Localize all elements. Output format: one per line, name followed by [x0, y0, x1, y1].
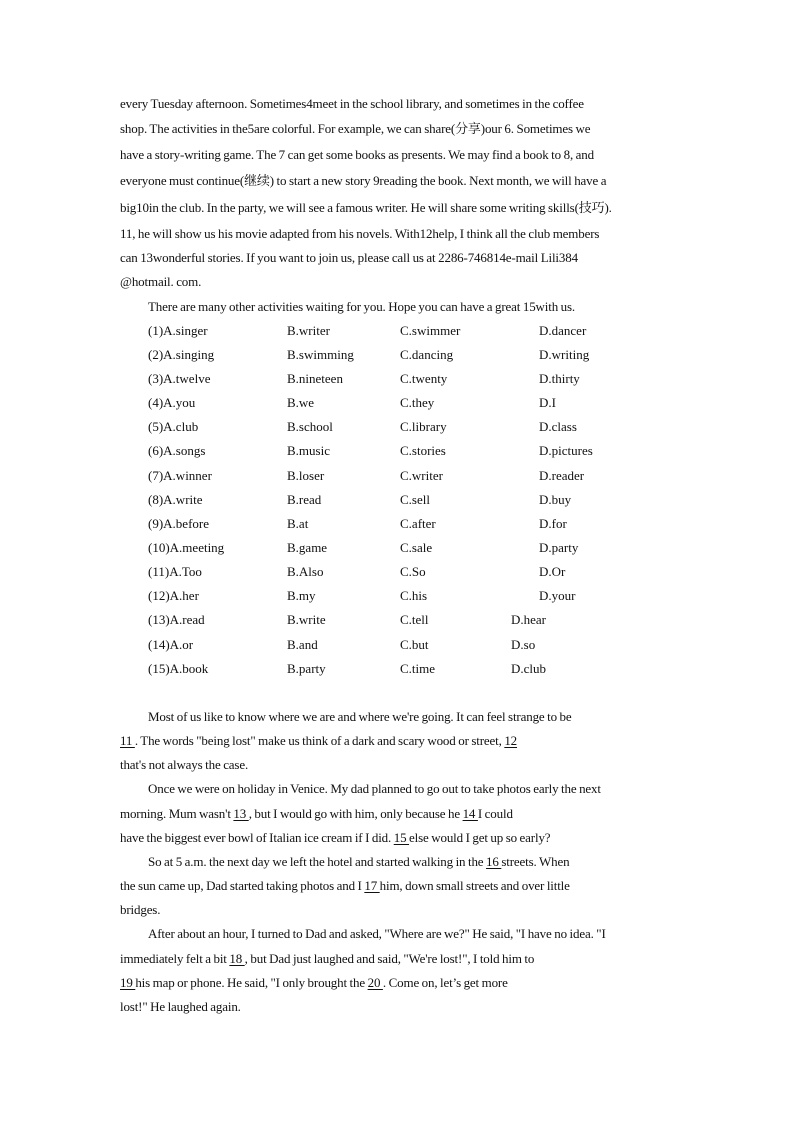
- option-b[interactable]: B.swimming: [287, 347, 354, 362]
- text-span: immediately felt a bit: [120, 951, 230, 966]
- blank-13[interactable]: 13: [233, 806, 249, 821]
- passage-1-line: everyone must continue(继续) to start a new story 9reading the book. Next month, we will have a: [120, 173, 607, 188]
- option-a-label: A.book: [169, 661, 209, 676]
- option-b[interactable]: B.read: [287, 492, 322, 507]
- option-a-label: A.meeting: [169, 540, 225, 555]
- passage-2-line: lost!" He laughed again.: [120, 999, 241, 1014]
- option-d[interactable]: D.class: [539, 419, 577, 434]
- blank-11[interactable]: 11: [120, 733, 135, 748]
- option-c[interactable]: C.time: [400, 661, 436, 676]
- option-b[interactable]: B.my: [287, 588, 316, 603]
- option-b[interactable]: B.write: [287, 612, 326, 627]
- option-b[interactable]: B.party: [287, 661, 326, 676]
- option-b[interactable]: B.Also: [287, 564, 324, 579]
- blank-20[interactable]: 20: [367, 975, 383, 990]
- option-d[interactable]: D.party: [539, 540, 579, 555]
- passage-2-line: [148, 854, 569, 870]
- option-c[interactable]: C.library: [400, 419, 447, 434]
- question-number: (8): [148, 492, 164, 507]
- question-number: (15): [148, 661, 170, 676]
- option-a[interactable]: [148, 637, 193, 653]
- text-span: else would I get up so early?: [409, 830, 551, 845]
- option-a-label: A.songs: [163, 443, 206, 458]
- question-number: (10): [148, 540, 170, 555]
- option-b[interactable]: B.music: [287, 443, 330, 458]
- option-d[interactable]: D.Or: [539, 564, 566, 579]
- blank-12[interactable]: 12: [504, 733, 518, 748]
- passage-2-line: Once we were on holiday in Venice. My dad planned to go out to take photos early the next: [148, 781, 601, 796]
- option-a[interactable]: [148, 588, 199, 604]
- option-c[interactable]: C.writer: [400, 468, 443, 483]
- question-number: (3): [148, 371, 164, 386]
- text-span: , but Dad just laughed and said, "We're lost!", I told him to: [244, 951, 535, 966]
- option-a-label: A.winner: [163, 468, 212, 483]
- option-d[interactable]: D.dancer: [539, 323, 587, 338]
- option-c[interactable]: C.swimmer: [400, 323, 461, 338]
- text-span: have the biggest ever bowl of Italian ice cream if I did.: [120, 830, 394, 845]
- option-c[interactable]: C.twenty: [400, 371, 448, 386]
- option-a-label: A.club: [163, 419, 199, 434]
- passage-2-line: [120, 733, 517, 749]
- blank-16[interactable]: 16: [486, 854, 502, 869]
- passage-1-line: @hotmail. com.: [120, 274, 202, 289]
- option-c[interactable]: C.stories: [400, 443, 446, 458]
- passage-1-line: have a story-writing game. The 7 can get some books as presents. We may find a book to 8, and: [120, 147, 594, 162]
- option-c[interactable]: C.dancing: [400, 347, 454, 362]
- option-a[interactable]: [148, 564, 202, 580]
- option-c[interactable]: C.sale: [400, 540, 433, 555]
- option-b[interactable]: B.writer: [287, 323, 330, 338]
- text-span: him, down small streets and over little: [379, 878, 570, 893]
- option-a-label: A.singing: [163, 347, 215, 362]
- option-a-label: A.or: [169, 637, 194, 652]
- option-b[interactable]: B.nineteen: [287, 371, 343, 386]
- option-c[interactable]: C.So: [400, 564, 426, 579]
- option-a-label: A.you: [163, 395, 196, 410]
- passage-2-line: [120, 975, 508, 991]
- option-b[interactable]: B.at: [287, 516, 309, 531]
- option-a[interactable]: [148, 612, 205, 628]
- passage-1-line: can 13wonderful stories. If you want to join us, please call us at 2286-746814e-mail Lili384: [120, 250, 578, 265]
- blank-18[interactable]: 18: [229, 951, 245, 966]
- option-d[interactable]: D.pictures: [539, 443, 593, 458]
- option-a-label: A.read: [169, 612, 205, 627]
- question-number: (2): [148, 347, 164, 362]
- question-number: (11): [148, 564, 170, 579]
- option-d[interactable]: D.buy: [539, 492, 572, 507]
- option-b[interactable]: B.we: [287, 395, 315, 410]
- option-a[interactable]: [148, 419, 198, 435]
- passage-2-line: Most of us like to know where we are and where we're going. It can feel strange to be: [148, 709, 572, 724]
- text-span: . The words "being lost" make us think of a dark and scary wood or street,: [134, 733, 505, 748]
- option-a[interactable]: [148, 516, 209, 532]
- option-a-label: A.singer: [163, 323, 208, 338]
- question-number: (4): [148, 395, 164, 410]
- text-span: his map or phone. He said, "I only brought the: [135, 975, 368, 990]
- option-c[interactable]: C.but: [400, 637, 429, 652]
- option-a-label: A.write: [163, 492, 203, 507]
- passage-1-line: There are many other activities waiting for you. Hope you can have a great 15with us.: [148, 299, 576, 314]
- text-span: I could: [477, 806, 513, 821]
- blank-15[interactable]: 15: [393, 830, 410, 845]
- blank-19[interactable]: 19: [120, 975, 136, 990]
- option-a[interactable]: [148, 661, 208, 677]
- question-number: (6): [148, 443, 164, 458]
- question-number: (1): [148, 323, 164, 338]
- option-d[interactable]: D.your: [539, 588, 576, 603]
- passage-1-line: every Tuesday afternoon. Sometimes4meet in the school library, and sometimes in the coffee: [120, 96, 584, 111]
- question-number: (5): [148, 419, 164, 434]
- question-number: (7): [148, 468, 164, 483]
- passage-2-line: bridges.: [120, 902, 161, 917]
- passage-2-line: After about an hour, I turned to Dad and asked, "Where are we?" He said, "I have no idea. "I: [148, 926, 606, 941]
- blank-17[interactable]: 17: [364, 878, 380, 893]
- option-d[interactable]: D.hear: [511, 612, 547, 627]
- passage-2-line: [120, 878, 570, 894]
- option-a[interactable]: [148, 347, 214, 363]
- option-b[interactable]: B.school: [287, 419, 333, 434]
- option-a-label: A.before: [163, 516, 210, 531]
- option-b[interactable]: B.loser: [287, 468, 325, 483]
- blank-14[interactable]: 14: [462, 806, 478, 821]
- option-c[interactable]: C.they: [400, 395, 435, 410]
- text-span: morning. Mum wasn't: [120, 806, 234, 821]
- option-d[interactable]: D.for: [539, 516, 567, 531]
- text-span: , but I would go with him, only because he: [248, 806, 463, 821]
- text-span: . Come on, let’s get more: [382, 975, 508, 990]
- option-a[interactable]: [148, 395, 195, 411]
- option-a[interactable]: [148, 323, 208, 339]
- option-c[interactable]: C.sell: [400, 492, 430, 507]
- option-d[interactable]: D.club: [511, 661, 547, 676]
- question-number: (9): [148, 516, 164, 531]
- passage-2-line: [120, 951, 534, 967]
- option-c[interactable]: C.his: [400, 588, 428, 603]
- option-d[interactable]: D.writing: [539, 347, 590, 362]
- option-d[interactable]: D.thirty: [539, 371, 580, 386]
- passage-1-line: shop. The activities in the5are colorful. For example, we can share(分享)our 6. Sometimes we: [120, 121, 591, 136]
- option-a[interactable]: [148, 468, 212, 484]
- text-span: So at 5 a.m. the next day we left the hotel and started walking in the: [148, 854, 487, 869]
- option-c[interactable]: C.after: [400, 516, 436, 531]
- text-span: the sun came up, Dad started taking photos and I: [120, 878, 365, 893]
- text-span: streets. When: [501, 854, 570, 869]
- option-d[interactable]: D.so: [511, 637, 536, 652]
- passage-1-line: big10in the club. In the party, we will see a famous writer. He will share some writing skills(技巧).: [120, 200, 612, 215]
- question-number: (13): [148, 612, 170, 627]
- question-number: (12): [148, 588, 170, 603]
- option-d[interactable]: D.reader: [539, 468, 585, 483]
- passage-2-line: that's not always the case.: [120, 757, 249, 772]
- option-c[interactable]: C.tell: [400, 612, 429, 627]
- option-b[interactable]: B.and: [287, 637, 318, 652]
- option-d[interactable]: D.I: [539, 395, 556, 410]
- passage-2-line: [120, 830, 550, 846]
- option-a[interactable]: [148, 443, 205, 459]
- option-a[interactable]: [148, 492, 203, 508]
- option-a[interactable]: [148, 371, 210, 387]
- option-a-label: A.her: [169, 588, 199, 603]
- option-a-label: A.Too: [169, 564, 202, 579]
- passage-1-line: 11, he will show us his movie adapted from his novels. With12help, I think all the club members: [120, 226, 600, 241]
- option-b[interactable]: B.game: [287, 540, 328, 555]
- option-a[interactable]: [148, 540, 224, 556]
- option-a-label: A.twelve: [163, 371, 211, 386]
- passage-2-line: [120, 806, 513, 822]
- question-number: (14): [148, 637, 170, 652]
